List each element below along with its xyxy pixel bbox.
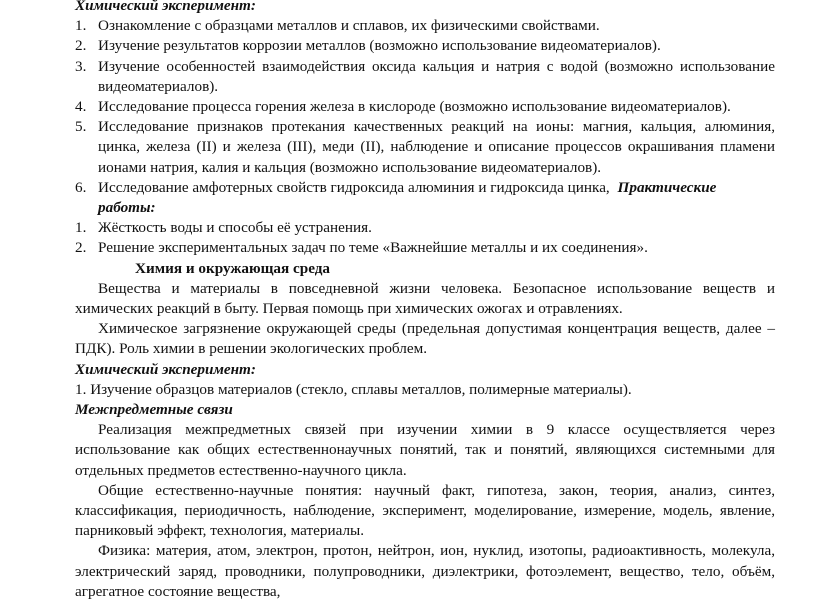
list-item	[75, 57, 775, 97]
list-text: Изучение результатов коррозии металлов (возможно использование видеоматериалов).	[98, 37, 661, 55]
list-number: 6.	[75, 178, 87, 196]
list-text: Жёсткость воды и способы её устранения.	[98, 219, 372, 237]
interdisciplinary-heading: Межпредметные связи	[75, 401, 233, 419]
list-item	[75, 97, 775, 117]
list-item	[75, 218, 775, 238]
list-number: 3.	[75, 57, 87, 75]
list-item	[75, 178, 775, 218]
paragraph: Общие естественно-научные понятия: научный факт, гипотеза, закон, теория, анализ, синтез, классификация, периодичность, наблюдение, эксперимент, моделирование, измерение, модель, явление, парниковый эффект, технология, материалы.	[75, 481, 775, 540]
list-number: 4.	[75, 98, 87, 116]
list-text: Исследование признаков протекания качественных реакций на ионы: магния, кальция, алюминия, цинка, железа (II) и железа (III), меди (II), наблюдение и описание процессов окрашивания пламени ионами натрия, калия и кальция (возможно использование видеоматериалов).	[98, 118, 775, 176]
list-item	[75, 36, 775, 56]
list-text: Ознакомление с образцами металлов и сплавов, их физическими свойствами.	[98, 17, 600, 35]
list-number: 2.	[75, 37, 87, 55]
list-text: Изучение особенностей взаимодействия оксида кальция и натрия с водой (возможно использование видеоматериалов).	[98, 57, 775, 95]
list-number: 5.	[75, 118, 87, 136]
list-item	[75, 16, 775, 36]
list-number: 1.	[75, 219, 87, 237]
paragraph: Химическое загрязнение окружающей среды (предельная допустимая концентрация веществ, далее – ПДК). Роль химии в решении экологических проблем.	[75, 320, 775, 358]
paragraph: Вещества и материалы в повседневной жизни человека. Безопасное использование веществ и химических реакций в быту. Первая помощь при химических ожогах и отравлениях.	[75, 279, 775, 318]
list-number: 2.	[75, 239, 87, 257]
list-number: 1.	[75, 17, 87, 35]
paragraph: Реализация межпредметных связей при изучении химии в 9 классе осуществляется через использование как общих естественнонаучных понятий, так и понятий, являющихся системными для отдельных предметов естественно-научного цикла.	[75, 421, 775, 479]
list-item	[75, 117, 775, 178]
list-text: Исследование процесса горения железа в кислороде (возможно использование видеоматериалов).	[98, 98, 731, 116]
list-text: Решение экспериментальных задач по теме «Важнейшие металлы и их соединения».	[98, 239, 648, 257]
section-title: Химия и окружающая среда	[135, 259, 331, 277]
document-content	[75, 0, 775, 602]
paragraph: Физика: материя, атом, электрон, протон, нейтрон, ион, нуклид, изотопы, радиоактивность, молекула, электрический заряд, проводники, полупроводники, диэлектрики, фотоэлемент, вещество, тело, объём, агрегатное состояние вещества,	[75, 542, 775, 600]
experiment-heading: Химический эксперимент:	[75, 0, 256, 14]
practical-heading: Практические работы:	[98, 178, 717, 217]
experiment-item: 1. Изучение образцов материалов (стекло, сплавы металлов, полимерные материалы).	[75, 380, 632, 398]
experiment-heading: Химический эксперимент:	[75, 360, 256, 378]
list-text: Исследование амфотерных свойств гидроксида алюминия и гидроксида цинка,	[98, 178, 610, 196]
list-item	[75, 238, 775, 258]
